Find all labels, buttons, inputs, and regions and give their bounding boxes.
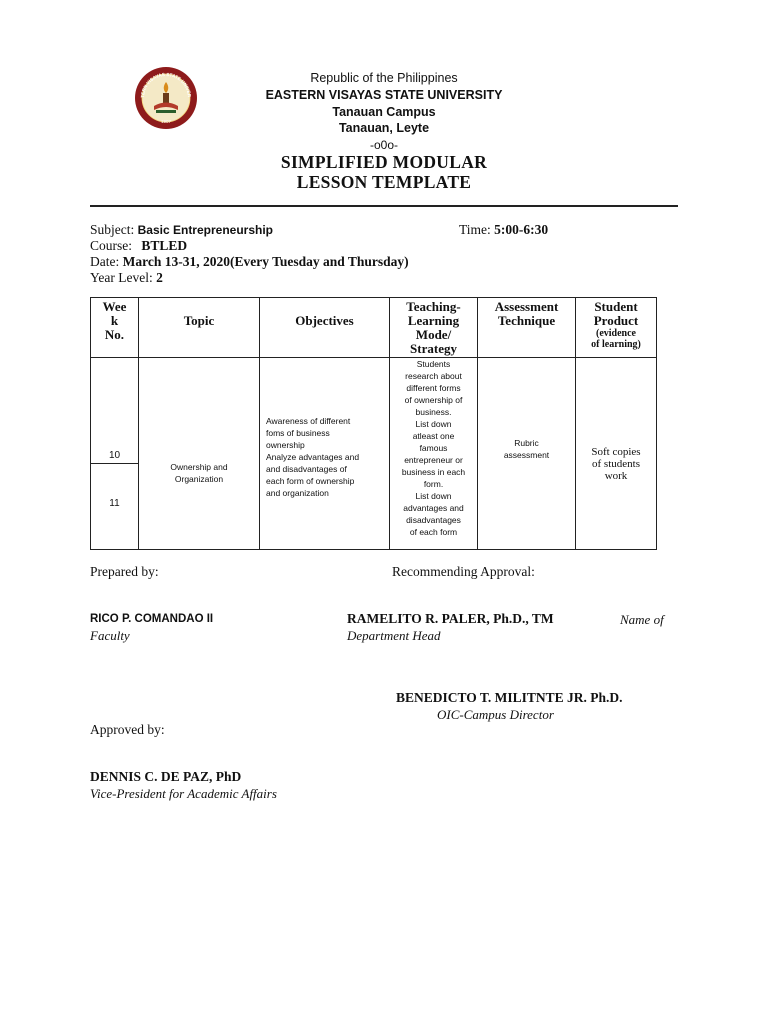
name-of-text: Name of bbox=[620, 612, 664, 627]
department-head-title: Department Head bbox=[347, 628, 441, 643]
header-product-note: (evidence of learning) bbox=[591, 328, 641, 350]
campus-director-title: OIC-Campus Director bbox=[437, 707, 554, 722]
republic-line: Republic of the Philippines bbox=[310, 71, 458, 85]
header-teaching-strategy: Teaching- Learning Mode/ Strategy bbox=[390, 298, 478, 358]
lesson-table bbox=[90, 297, 657, 550]
header-divider bbox=[90, 205, 678, 207]
week-divider bbox=[91, 463, 138, 464]
university-name: EASTERN VISAYAS STATE UNIVERSITY bbox=[265, 88, 503, 102]
svg-text:EASTERN VISAYAS STATE UNIVERSI: TERN VISAYAS STATE UNIVER bbox=[139, 71, 193, 99]
header-week: Wee k No. bbox=[91, 298, 139, 358]
table-row bbox=[91, 358, 657, 550]
course-label: Course: bbox=[90, 238, 132, 253]
week-cell bbox=[91, 358, 139, 550]
year-level-label: Year Level: bbox=[90, 270, 153, 285]
strategy-cell: Students research about different forms of ownership of business. List down atleast one famous entrepreneur or business in each form. List down advantages and disadvantages of each form bbox=[390, 358, 478, 550]
week-number-11: 11 bbox=[109, 498, 120, 509]
subject-line bbox=[90, 222, 273, 238]
subject-value: Basic Entrepreneurship bbox=[137, 223, 273, 237]
table-header-row bbox=[91, 298, 657, 358]
prepared-by-label: Prepared by: bbox=[90, 564, 159, 579]
course-line bbox=[90, 238, 187, 254]
time-value: 5:00-6:30 bbox=[494, 222, 549, 237]
objectives-cell: Awareness of different foms of business ownership Analyze advantages and and disadvantages of each form of ownership and organization bbox=[260, 358, 390, 550]
subject-label: Subject: bbox=[90, 222, 135, 237]
time-line bbox=[459, 222, 548, 238]
vp-name: DENNIS C. DE PAZ, PhD bbox=[90, 769, 242, 784]
campus-name: Tanauan Campus bbox=[332, 105, 436, 119]
vp-title: Vice-President for Academic Affairs bbox=[90, 786, 277, 801]
header-assessment-technique: Assessment Technique bbox=[478, 298, 576, 358]
course-value: BTLED bbox=[141, 238, 188, 253]
header-topic: Topic bbox=[139, 298, 260, 358]
week-number-10: 10 bbox=[108, 450, 121, 461]
approved-by-label: Approved by: bbox=[90, 722, 165, 737]
header-student-product: Student Product (evidence of learning) bbox=[576, 298, 657, 358]
header-separator: -o0o- bbox=[369, 138, 398, 152]
campus-director-name: BENEDICTO T. MILITNTE JR. Ph.D. bbox=[396, 690, 623, 705]
document-title-line2: LESSON TEMPLATE bbox=[296, 172, 472, 192]
header-objectives: Objectives bbox=[260, 298, 390, 358]
date-value: March 13-31, 2020(Every Tuesday and Thursday) bbox=[122, 254, 409, 269]
assessment-cell: Rubric assessment bbox=[478, 358, 576, 550]
year-level-value: 2 bbox=[156, 270, 163, 285]
document-title-line1: SIMPLIFIED MODULAR bbox=[280, 152, 488, 172]
topic-cell: Ownership and Organization bbox=[139, 358, 260, 550]
time-label: Time: bbox=[459, 222, 491, 237]
year-level-line bbox=[90, 270, 163, 286]
date-label: Date: bbox=[90, 254, 120, 269]
product-cell: Soft copies of students work bbox=[576, 358, 657, 550]
svg-text:1907: 1907 bbox=[160, 119, 172, 124]
faculty-name: RICO P. COMANDAO II bbox=[90, 613, 214, 625]
date-line bbox=[90, 254, 409, 270]
recommending-approval-label: Recommending Approval: bbox=[392, 564, 535, 579]
department-head-name: RAMELITO R. PALER, Ph.D., TM bbox=[347, 611, 554, 626]
faculty-title: Faculty bbox=[90, 628, 130, 643]
campus-location: Tanauan, Leyte bbox=[338, 121, 430, 135]
